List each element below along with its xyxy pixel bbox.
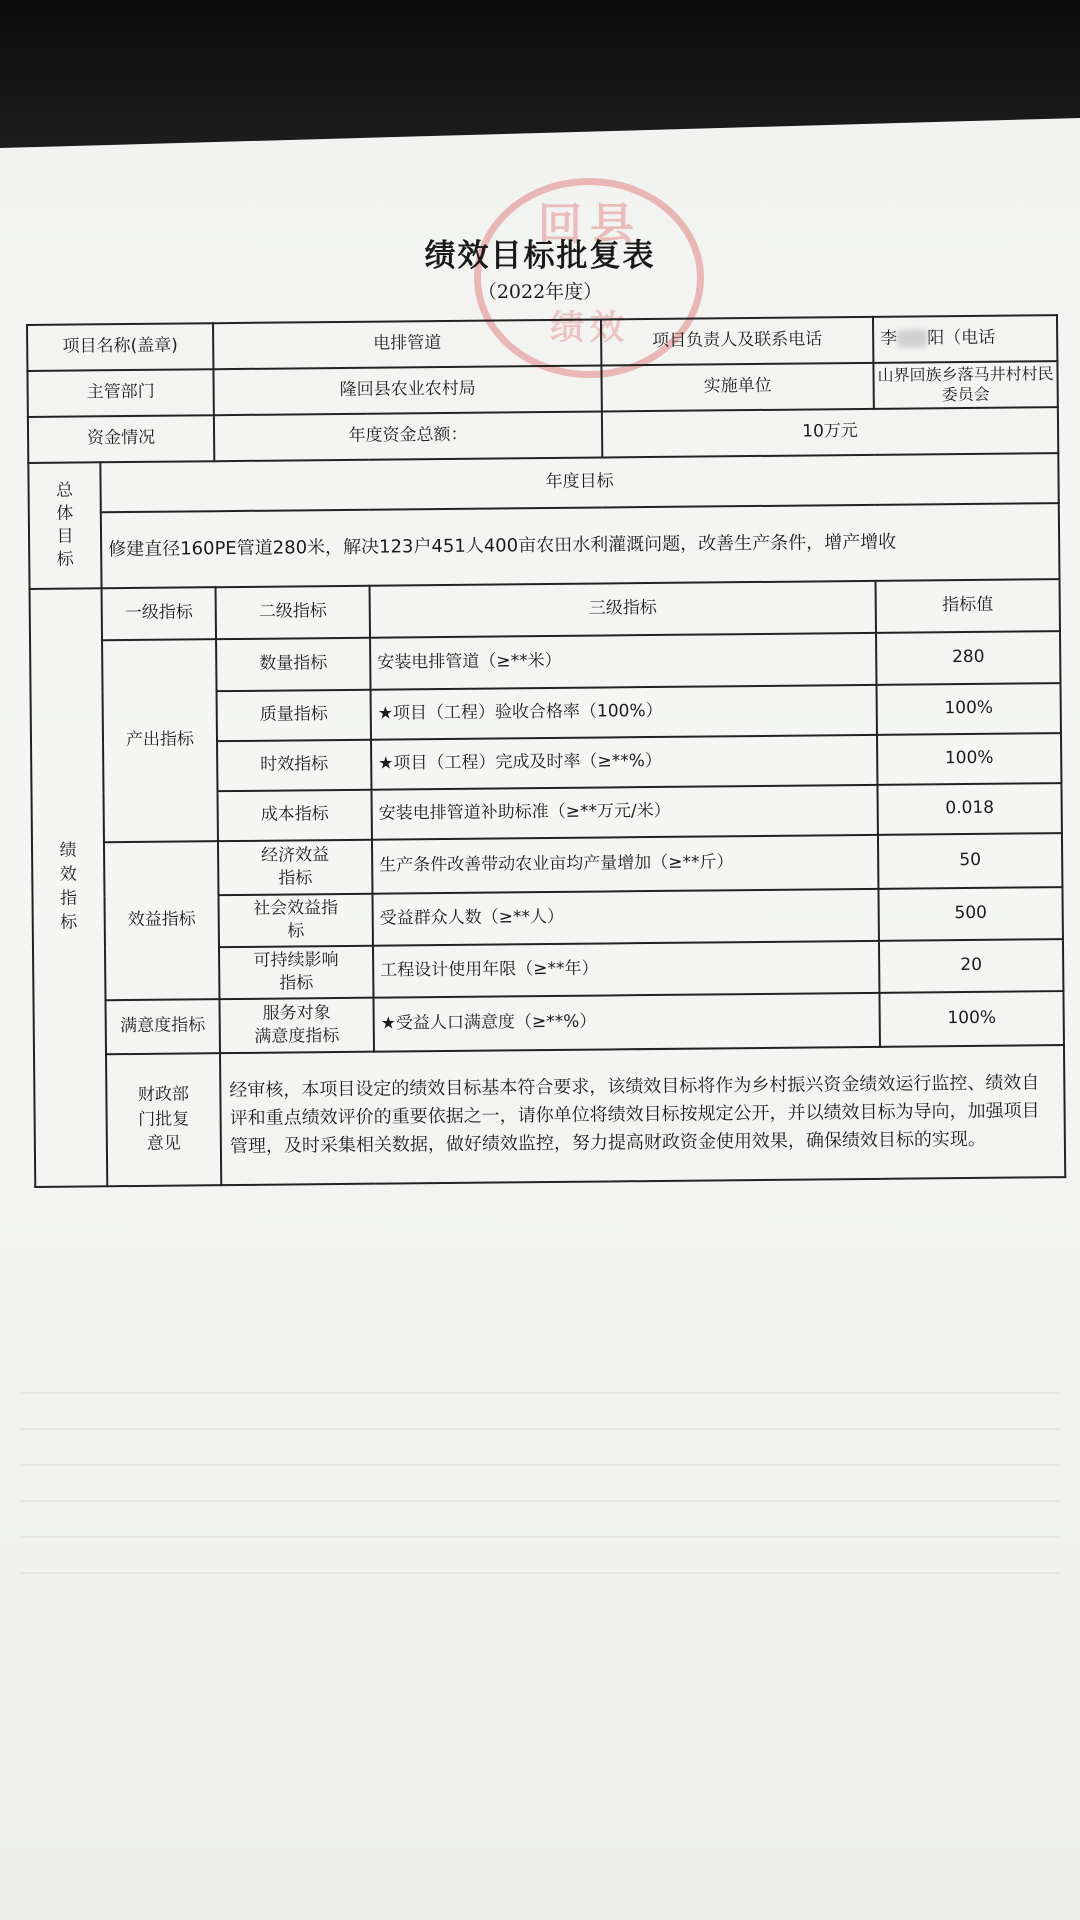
- document-title: 绩效目标批复表: [424, 238, 656, 274]
- seal-text-lower: 绩效: [550, 308, 630, 348]
- header-level2: 二级指标: [216, 586, 370, 639]
- impl-label: 实施单位: [601, 363, 873, 412]
- contact-value: [873, 315, 1057, 363]
- contact-label: 项目负责人及联系电话: [601, 317, 873, 366]
- contact-value-a: 李: [880, 329, 898, 350]
- level2-text-a: 社会效益指: [253, 898, 339, 919]
- value-cell: 20: [879, 939, 1063, 993]
- document-year: （2022年度）: [477, 281, 603, 303]
- fund-total-label: 年度资金总额：: [214, 411, 602, 461]
- level2-text-b: 指标: [278, 868, 313, 889]
- finance-opinion-label-text: 财政部门批复意见: [137, 1084, 190, 1155]
- project-name-label: 项目名称(盖章): [27, 323, 213, 371]
- level2-cell: 质量指标: [217, 690, 371, 741]
- annual-goal-text: 修建直径160PE管道280米，解决123户451人400亩农田水利灌溉问题，改善生产条件，增产增收: [101, 503, 1060, 588]
- dept-label: 主管部门: [27, 369, 213, 417]
- overall-goal-label-text: 总体目标: [56, 480, 74, 570]
- level2-text-b: 指标: [279, 973, 314, 994]
- level2-cell: [220, 998, 375, 1053]
- header-value: 指标值: [876, 579, 1060, 633]
- level2-text-b: 标: [287, 921, 305, 942]
- dept-value: 隆回县农业农村局: [213, 365, 601, 415]
- indicators-label: [30, 588, 108, 1187]
- level2-text-a: 可持续影响: [253, 950, 339, 971]
- finance-opinion-label: [106, 1053, 221, 1186]
- level3-cell: 受益群众人数（≥**人）: [373, 889, 879, 946]
- impl-value: 山界回族乡落马井村村民委员会: [873, 361, 1057, 409]
- level2-cell: 成本指标: [218, 790, 372, 841]
- value-cell: 100%: [877, 733, 1061, 785]
- header-level1: 一级指标: [102, 587, 217, 640]
- level2-text-b: 满意度指标: [254, 1026, 340, 1047]
- value-cell: 0.018: [877, 783, 1061, 835]
- level3-cell: ★受益人口满意度（≥**%）: [373, 993, 879, 1052]
- level3-cell: 工程设计使用年限（≥**年）: [373, 941, 879, 998]
- overall-goal-label: [28, 462, 101, 589]
- redaction-blur: [897, 330, 927, 348]
- indicators-label-text: 绩效指标: [59, 840, 78, 933]
- benefit-indicator-label: 效益指标: [104, 841, 220, 1000]
- output-indicator-label: 产出指标: [102, 639, 218, 842]
- form-table: [26, 314, 1066, 1188]
- level2-cell: [218, 840, 373, 895]
- level3-cell: 安装电排管道（≥**米）: [370, 633, 876, 690]
- level3-cell: 安装电排管道补助标准（≥**万元/米）: [372, 785, 878, 840]
- level2-cell: [219, 894, 373, 947]
- header-level3: 三级指标: [370, 581, 876, 638]
- level3-cell: ★项目（工程）完成及时率（≥**%）: [371, 735, 877, 790]
- table-row: [33, 991, 1063, 1055]
- project-name-value: 电排管道: [213, 319, 601, 369]
- value-cell: 50: [878, 833, 1063, 889]
- level2-cell: 时效指标: [217, 740, 371, 791]
- value-cell: 280: [876, 631, 1060, 685]
- approval-form: [26, 314, 1068, 1188]
- fund-label: 资金情况: [28, 415, 214, 463]
- table-row: [32, 833, 1062, 897]
- value-cell: 500: [878, 887, 1062, 941]
- value-cell: 100%: [877, 683, 1061, 735]
- level2-text-a: 服务对象: [262, 1003, 331, 1024]
- value-cell: 100%: [879, 991, 1064, 1047]
- annual-goal-header: 年度目标: [100, 453, 1058, 512]
- level2-cell: [219, 946, 373, 999]
- fund-total-value: 10万元: [602, 407, 1058, 457]
- level3-cell: 生产条件改善带动农业亩均产量增加（≥**斤）: [372, 835, 878, 894]
- seal-text: 回县: [538, 199, 642, 250]
- level3-cell: ★项目（工程）验收合格率（100%）: [371, 685, 877, 740]
- level2-text-a: 经济效益: [261, 845, 330, 866]
- row-goal-text: [29, 503, 1060, 589]
- satisfaction-indicator-label: 满意度指标: [105, 999, 220, 1054]
- row-finance-opinion: [34, 1045, 1065, 1187]
- level2-cell: 数量指标: [216, 638, 370, 691]
- contact-value-b: 阳（电话: [927, 328, 996, 349]
- finance-opinion-text: 经审核，本项目设定的绩效目标基本符合要求，该绩效目标将作为乡村振兴资金绩效运行监控、绩效自评和重点绩效评价的重要依据之一，请你单位将绩效目标按规定公开，并以绩效目标为导向，加强项目管理，及时采集相关数据，做好绩效监控，努力提高财政资金使用效果，确保绩效目标的实现。: [220, 1045, 1065, 1185]
- show-through-ghost-text: [20, 1358, 1060, 1578]
